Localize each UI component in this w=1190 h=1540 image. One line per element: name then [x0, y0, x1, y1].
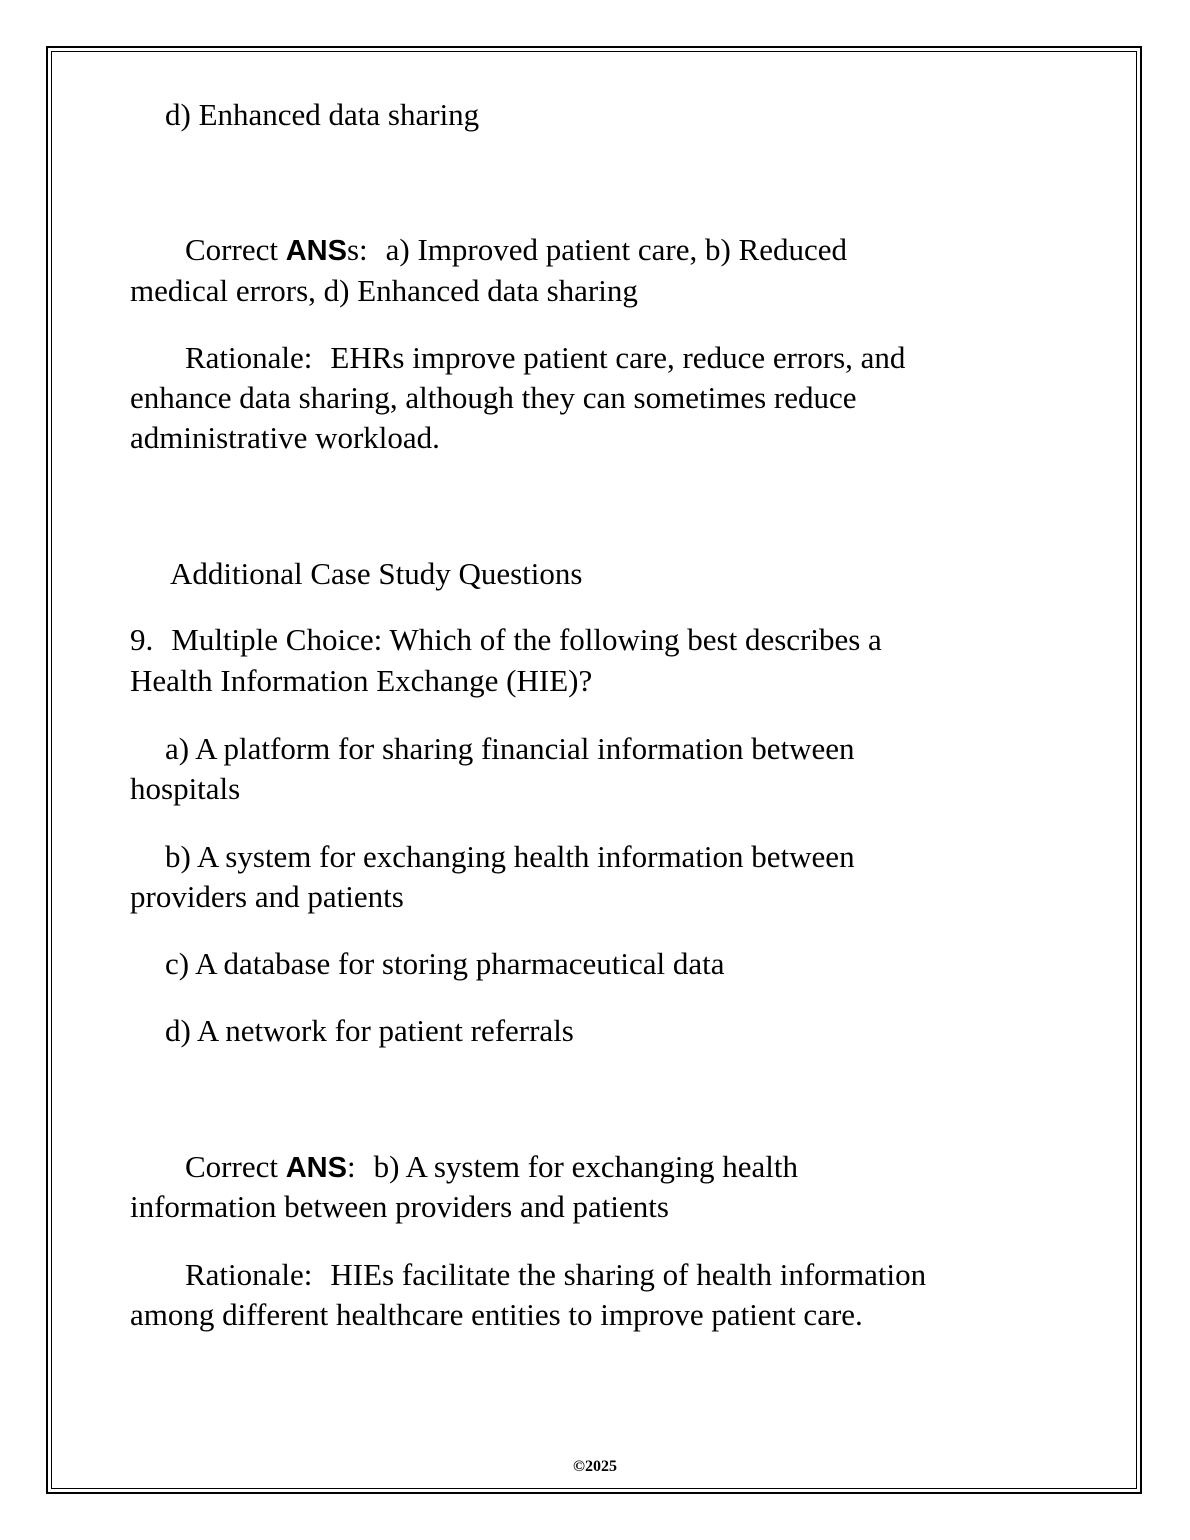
q9-option-b: b) A system for exchanging health information between	[165, 839, 855, 874]
correct-text: b) A system for exchanging health	[373, 1149, 799, 1184]
rationale-label: Rationale:	[185, 1257, 313, 1292]
correct-text: a) Improved patient care, b) Reduced	[385, 232, 847, 267]
q9-rationale	[185, 1255, 926, 1295]
q9-option-d: d) A network for patient referrals	[165, 1013, 574, 1048]
rationale-label: Rationale:	[185, 340, 313, 375]
q8-rationale	[185, 338, 905, 378]
section-heading: Additional Case Study Questions	[170, 556, 583, 591]
copyright-footer: ©2025	[573, 1458, 617, 1475]
q9-question	[130, 620, 882, 660]
question-text: Multiple Choice: Which of the following best describes a	[171, 622, 882, 657]
q9-option-a-line2: hospitals	[130, 771, 241, 806]
ans-suffix: s:	[346, 232, 368, 267]
ans-suffix: :	[346, 1149, 356, 1184]
q8-correct-line2: medical errors, d) Enhanced data sharing	[130, 273, 638, 308]
q8-rationale-line3: administrative workload.	[130, 420, 440, 455]
q9-option-a: a) A platform for sharing financial information between	[165, 731, 855, 766]
q8-correct-answer	[185, 230, 847, 271]
q8-rationale-line2: enhance data sharing, although they can sometimes reduce	[130, 380, 857, 415]
ans-label: ANS	[285, 235, 347, 267]
q9-correct-line2: information between providers and patients	[130, 1189, 669, 1224]
question-number: 9.	[130, 622, 154, 657]
q9-option-b-line2: providers and patients	[130, 879, 404, 914]
q9-option-c: c) A database for storing pharmaceutical data	[165, 946, 725, 981]
rationale-text: HIEs facilitate the sharing of health information	[330, 1257, 927, 1292]
rationale-text: EHRs improve patient care, reduce errors, and	[330, 340, 906, 375]
q9-question-line2: Health Information Exchange (HIE)?	[130, 663, 593, 698]
q9-correct-answer	[185, 1147, 798, 1188]
q8-option-d: d) Enhanced data sharing	[165, 97, 480, 132]
ans-label: ANS	[285, 1152, 347, 1184]
correct-label: Correct	[185, 232, 286, 267]
correct-label: Correct	[185, 1149, 286, 1184]
q9-rationale-line2: among different healthcare entities to improve patient care.	[130, 1297, 863, 1332]
